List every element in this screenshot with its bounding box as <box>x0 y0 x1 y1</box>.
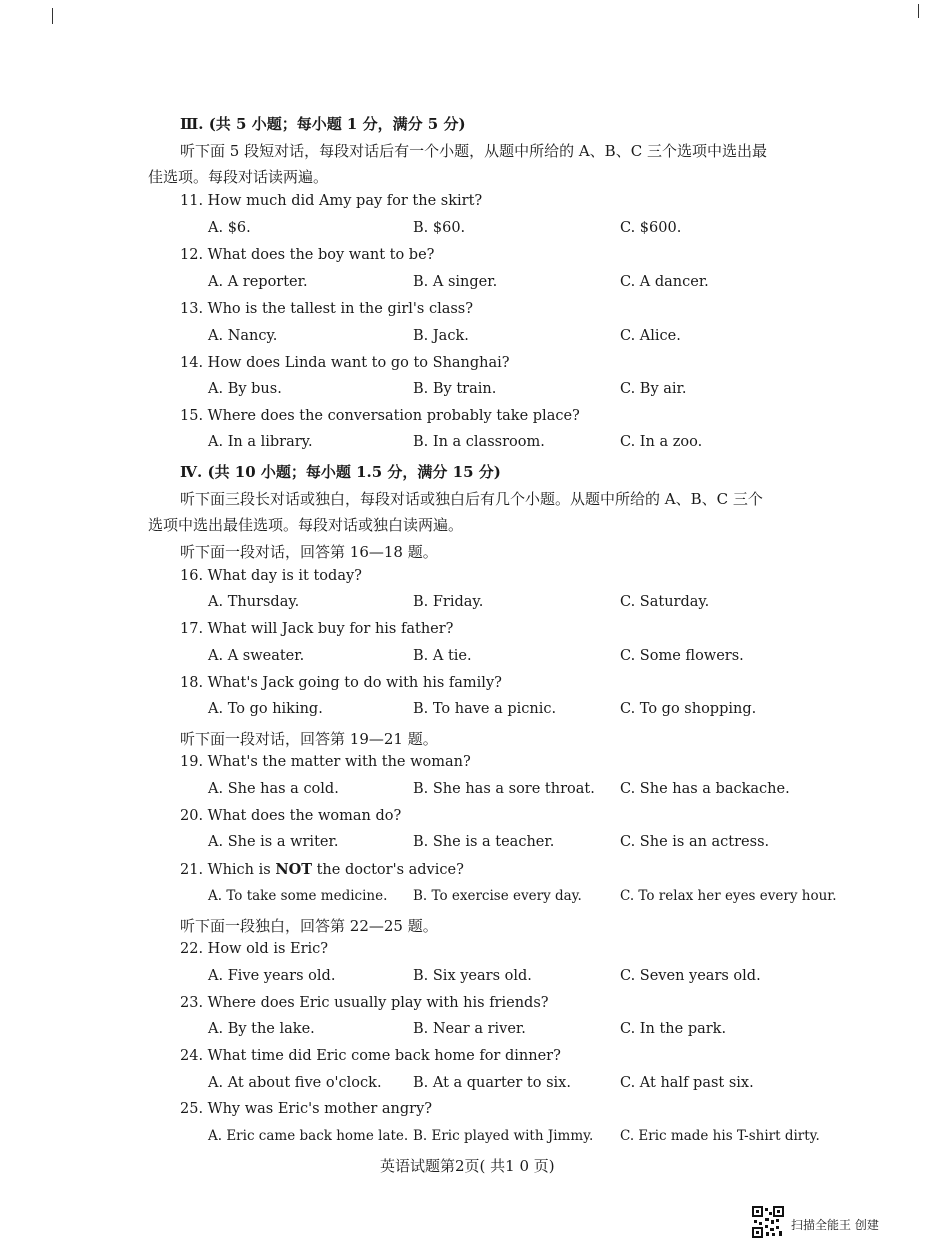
option-a: A. She is a writer. <box>208 834 339 850</box>
section-4-instructions-line2: 选项中选出最佳选项。每段对话或独白读两遍。 <box>148 516 464 534</box>
option-b: B. Friday. <box>413 594 484 610</box>
option-b: B. Six years old. <box>413 968 532 984</box>
part-3-instruction: 听下面一段独白，回答第 22—25 题。 <box>180 917 438 935</box>
option-a: A. By bus. <box>208 381 282 397</box>
option-c: C. At half past six. <box>620 1075 754 1091</box>
option-c: C. She has a backache. <box>620 781 790 797</box>
option-a: A. In a library. <box>208 434 313 450</box>
option-c: C. Eric made his T-shirt dirty. <box>620 1128 820 1144</box>
option-a: A. To take some medicine. <box>208 888 388 904</box>
option-b: B. She has a sore throat. <box>413 781 595 797</box>
question-stem: 12. What does the boy want to be? <box>180 247 435 263</box>
option-c: C. $600. <box>620 220 682 236</box>
question-stem: 13. Who is the tallest in the girl's class? <box>180 301 474 317</box>
option-c: C. Alice. <box>620 328 681 344</box>
section-4-instructions-line1: 听下面三段长对话或独白，每段对话或独白后有几个小题。从题中所给的 A、B、C 三个 <box>180 490 763 508</box>
section-3-heading: Ⅲ. (共 5 小题；每小题 1 分，满分 5 分) <box>180 115 466 133</box>
option-b: B. In a classroom. <box>413 434 545 450</box>
option-b: B. A singer. <box>413 274 498 290</box>
section-3-instructions-line2: 佳选项。每段对话读两遍。 <box>148 168 329 186</box>
option-c: C. To relax her eyes every hour. <box>620 888 837 904</box>
option-a: A. A sweater. <box>208 648 305 664</box>
question-stem-part: the doctor's advice? <box>312 862 464 878</box>
question-stem: 16. What day is it today? <box>180 568 362 584</box>
option-a: A. A reporter. <box>208 274 308 290</box>
option-a: A. Thursday. <box>208 594 300 610</box>
question-stem: 23. Where does Eric usually play with his friends? <box>180 995 549 1011</box>
option-b: B. By train. <box>413 381 497 397</box>
option-b: B. To have a picnic. <box>413 701 557 717</box>
option-c: C. In a zoo. <box>620 434 703 450</box>
option-b: B. A tie. <box>413 648 472 664</box>
option-a: A. Eric came back home late. <box>208 1128 409 1144</box>
option-b: B. Jack. <box>413 328 469 344</box>
question-stem: 17. What will Jack buy for his father? <box>180 621 454 637</box>
question-stem: 19. What's the matter with the woman? <box>180 754 471 770</box>
question-stem: 14. How does Linda want to go to Shanghai? <box>180 355 510 371</box>
scanner-watermark: 扫描全能王 创建 <box>791 1218 879 1232</box>
part-2-instruction: 听下面一段对话，回答第 19—21 题。 <box>180 730 438 748</box>
option-c: C. Saturday. <box>620 594 710 610</box>
scan-edge-mark <box>918 4 919 18</box>
page-footer: 英语试题第2页( 共1 0 页) <box>380 1157 555 1175</box>
option-c: C. A dancer. <box>620 274 709 290</box>
option-a: A. She has a cold. <box>208 781 339 797</box>
option-b: B. To exercise every day. <box>413 888 582 904</box>
question-stem: 15. Where does the conversation probably take place? <box>180 408 580 424</box>
question-stem-part: 21. Which is <box>180 862 276 878</box>
question-stem <box>180 861 464 878</box>
option-a: A. At about five o'clock. <box>208 1075 382 1091</box>
question-stem: 11. How much did Amy pay for the skirt? <box>180 193 483 209</box>
option-a: A. $6. <box>208 220 251 236</box>
option-a: A. By the lake. <box>208 1021 315 1037</box>
option-c: C. She is an actress. <box>620 834 770 850</box>
question-stem: 22. How old is Eric? <box>180 941 329 957</box>
option-c: C. Seven years old. <box>620 968 761 984</box>
option-b: B. Eric played with Jimmy. <box>413 1128 594 1144</box>
section-4-heading: Ⅳ. (共 10 小题；每小题 1.5 分，满分 15 分) <box>180 463 501 481</box>
option-c: C. Some flowers. <box>620 648 744 664</box>
emphasis-not: NOT <box>275 861 312 878</box>
qr-code-icon <box>752 1206 784 1238</box>
option-b: B. At a quarter to six. <box>413 1075 571 1091</box>
part-1-instruction: 听下面一段对话，回答第 16—18 题。 <box>180 543 438 561</box>
question-stem: 25. Why was Eric's mother angry? <box>180 1101 433 1117</box>
option-b: B. $60. <box>413 220 466 236</box>
question-stem: 18. What's Jack going to do with his family? <box>180 675 502 691</box>
option-a: A. Nancy. <box>208 328 278 344</box>
question-stem: 20. What does the woman do? <box>180 808 402 824</box>
option-b: B. Near a river. <box>413 1021 526 1037</box>
question-stem: 24. What time did Eric come back home for dinner? <box>180 1048 561 1064</box>
option-b: B. She is a teacher. <box>413 834 555 850</box>
scan-edge-mark <box>52 8 53 24</box>
option-a: A. To go hiking. <box>208 701 323 717</box>
option-a: A. Five years old. <box>208 968 336 984</box>
option-c: C. By air. <box>620 381 687 397</box>
option-c: C. In the park. <box>620 1021 727 1037</box>
section-3-instructions-line1: 听下面 5 段短对话，每段对话后有一个小题，从题中所给的 A、B、C 三个选项中选出最 <box>180 142 767 160</box>
option-c: C. To go shopping. <box>620 701 757 717</box>
